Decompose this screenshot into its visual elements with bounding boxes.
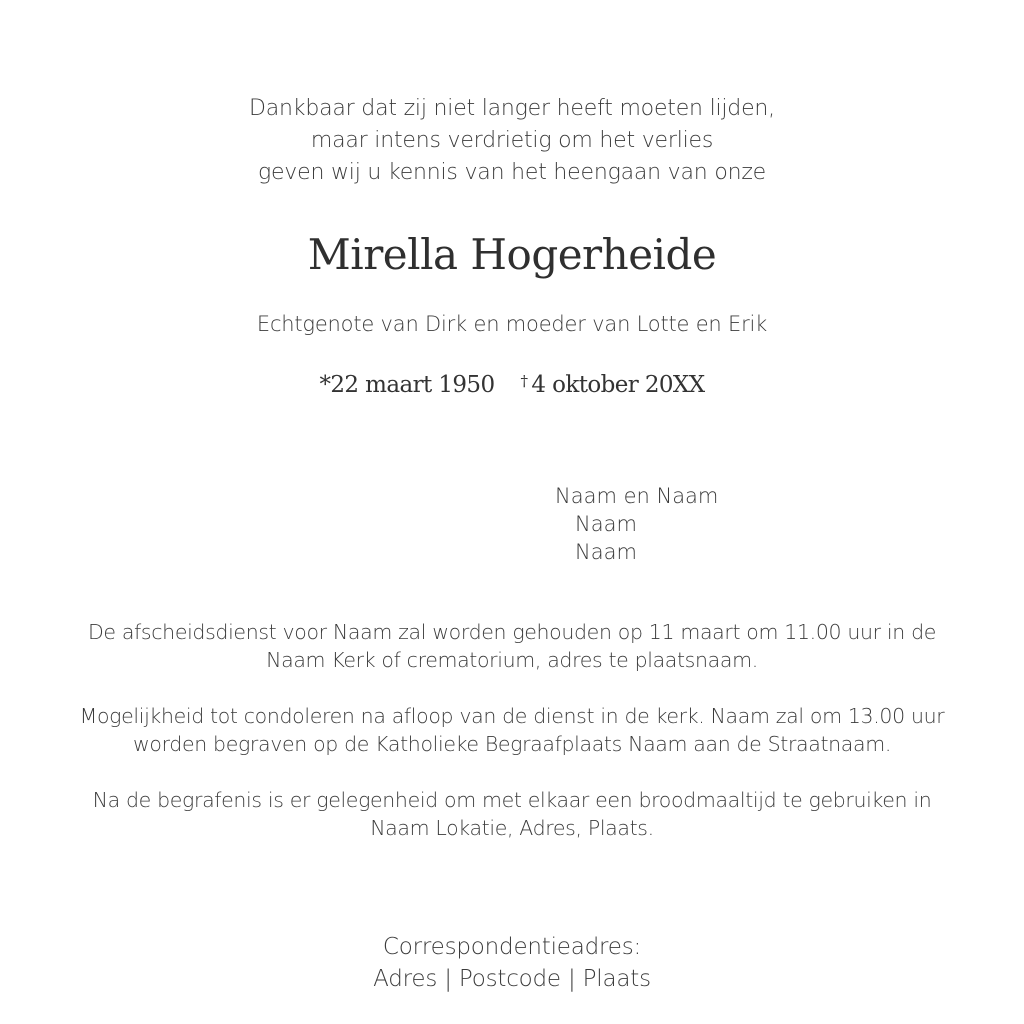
relation-line: Echtgenote van Dirk en moeder van Lotte en Erik — [256, 312, 768, 336]
dates-line — [0, 372, 1024, 398]
intro-line-3: geven wij u kennis van het heengaan van onze — [257, 160, 767, 185]
deceased-name: Mirella Hogerheide — [307, 230, 717, 279]
service-line-2: Naam Kerk of crematorium, adres te plaatsnaam. — [266, 648, 758, 672]
condolence-line-1: Mogelijkheid tot condoleren na afloop van de dienst in de kerk. Naam zal om 13.00 uur — [79, 704, 945, 728]
birth-date: *22 maart 1950 — [319, 372, 495, 398]
intro-line-1: Dankbaar dat zij niet langer heeft moeten lijden, — [249, 96, 775, 121]
correspondence-address: Adres | Postcode | Plaats — [373, 966, 651, 992]
family-line-2: Naam — [575, 512, 637, 536]
service-line-1: De afscheidsdienst voor Naam zal worden gehouden op 11 maart om 11.00 uur in de — [87, 620, 936, 644]
meal-line-1: Na de begrafenis is er gelegenheid om met elkaar een broodmaaltijd te gebruiken in — [92, 788, 932, 812]
condolence-line-2: worden begraven op de Katholieke Begraafplaats Naam aan de Straatnaam. — [132, 732, 892, 756]
correspondence-label: Correspondentieadres: — [382, 934, 642, 960]
intro-line-2: maar intens verdrietig om het verlies — [310, 128, 714, 153]
family-line-1: Naam en Naam — [555, 484, 719, 508]
cross-icon: † — [520, 372, 528, 390]
meal-line-2: Naam Lokatie, Adres, Plaats. — [370, 816, 654, 840]
family-line-3: Naam — [575, 540, 637, 564]
death-date: 4 oktober 20XX — [531, 372, 705, 398]
